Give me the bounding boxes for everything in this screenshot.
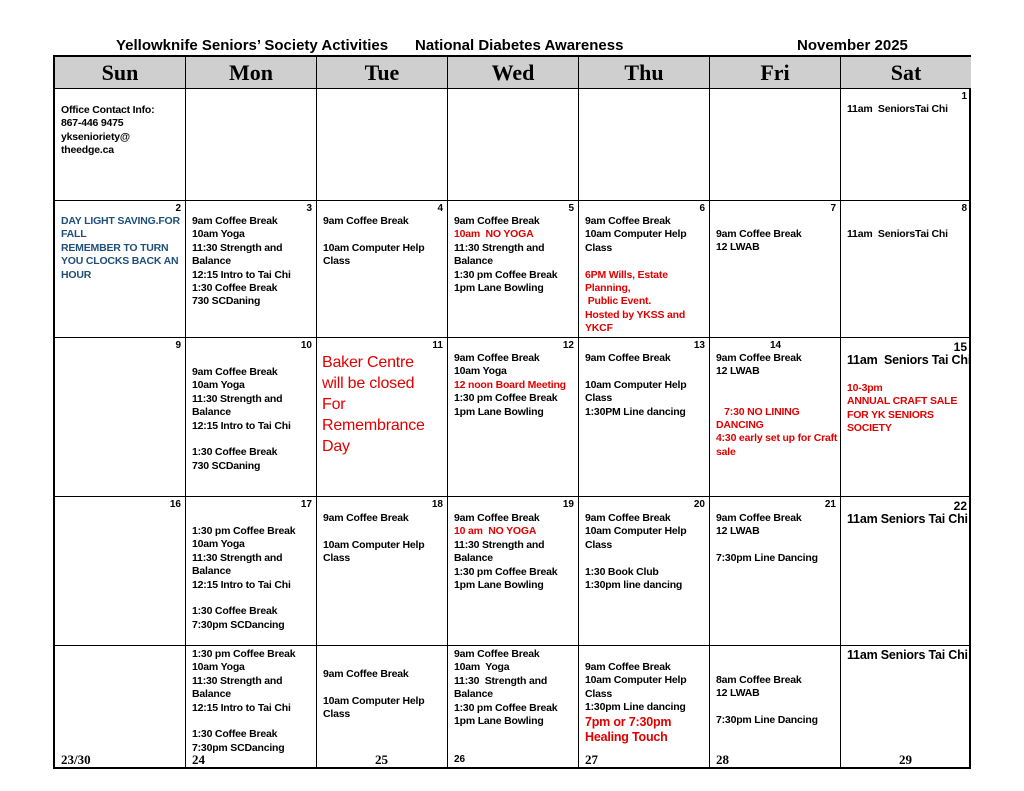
day-number: 4	[437, 203, 443, 214]
day-cell	[579, 646, 710, 769]
event-line-highlight: 7pm or 7:30pm Healing Touch	[585, 714, 672, 745]
day-number: 20	[693, 499, 705, 510]
events	[716, 352, 837, 459]
events	[585, 661, 686, 745]
day-header-wed: Wed	[448, 57, 579, 89]
day-number: 19	[562, 499, 574, 510]
event-line: 11:30 Strength and Balance 1:30 pm Coffee Break 1pm Lane Bowling	[454, 538, 558, 592]
events: 9am Coffee Break 10am Computer Help Class 1:30PM Line dancing	[585, 352, 687, 418]
day-cell	[448, 338, 579, 497]
events: 8am Coffee Break 12 LWAB 7:30pm Line Dancing	[716, 674, 818, 727]
day-cell	[579, 201, 710, 338]
day-header-sat: Sat	[841, 57, 971, 89]
events	[585, 215, 686, 336]
day-number: 15	[953, 340, 967, 354]
event-line-highlight: 10-3pm ANNUAL CRAFT SALE FOR YK SENIORS SOCIETY	[847, 381, 958, 435]
day-cell	[55, 497, 186, 646]
day-cell-empty	[186, 89, 317, 201]
day-number: 21	[824, 499, 836, 510]
events: 9am Coffee Break 10am Computer Help Class	[323, 215, 425, 268]
header-theme: National Diabetes Awareness	[415, 37, 624, 54]
event-line: 1:30 pm Coffee Break 1pm Lane Bowling	[454, 392, 558, 418]
events: 9am Coffee Break 10am Computer Help Class 1:30 Book Club 1:30pm line dancing	[585, 512, 687, 592]
day-cell-empty	[579, 89, 710, 201]
events: 11am SeniorsTai Chi	[847, 103, 948, 115]
day-cell	[186, 497, 317, 646]
events: 9am Coffee Break 10am Yoga 11:30 Strength and Balance 1:30 pm Coffee Break 1pm Lane Bowling	[454, 648, 558, 728]
day-number: 16	[169, 499, 181, 510]
day-cell	[448, 646, 579, 769]
day-number: 14	[770, 340, 782, 351]
day-cell	[448, 201, 579, 338]
event-line-highlight: 12 noon Board Meeting	[454, 378, 566, 391]
header-month: November 2025	[797, 37, 908, 54]
day-header-fri: Fri	[710, 57, 841, 89]
event-line: 11:30 Strength and Balance 1:30 pm Coffee Break 1pm Lane Bowling	[454, 241, 558, 295]
day-cell	[841, 646, 971, 769]
day-cell	[710, 646, 841, 769]
daylight-saving-notice: DAY LIGHT SAVING.FOR FALL REMEMBER TO TURN YOU CLOCKS BACK AN HOUR	[61, 215, 180, 281]
day-cell	[55, 646, 186, 769]
day-cell	[55, 338, 186, 497]
day-cell	[841, 338, 971, 497]
day-number: 22	[953, 499, 967, 513]
events: 9am Coffee Break 12 LWAB	[716, 228, 802, 254]
day-number: 17	[300, 499, 312, 510]
events: 11am Seniors Tai Chi	[847, 648, 968, 662]
day-cell	[55, 89, 186, 201]
day-number: 26	[454, 754, 466, 765]
header-organization: Yellowknife Seniors’ Society Activities	[116, 37, 389, 54]
day-cell	[55, 201, 186, 338]
day-cell	[579, 497, 710, 646]
day-number: 18	[431, 499, 443, 510]
event-line-highlight: 10am NO YOGA	[454, 228, 534, 241]
event-line-highlight: 10 am NO YOGA	[454, 525, 537, 538]
day-number: 3	[306, 203, 312, 214]
day-cell	[710, 338, 841, 497]
day-header-sun: Sun	[55, 57, 186, 89]
day-number: 8	[961, 203, 967, 214]
event-line: 9am Coffee Break 10am Computer Help Class	[585, 215, 687, 254]
day-number: 25	[375, 752, 388, 767]
day-header-thu: Thu	[579, 57, 710, 89]
events	[454, 352, 566, 419]
events: 1:30 pm Coffee Break 10am Yoga 11:30 Strength and Balance 12:15 Intro to Tai Chi 1:30 Coffee Break 7:30pm SCDancing	[192, 648, 296, 754]
events: 11am SeniorsTai Chi	[847, 228, 948, 240]
day-cell	[317, 646, 448, 769]
day-number: 5	[568, 203, 574, 214]
day-number: 12	[562, 340, 574, 351]
day-cell	[317, 497, 448, 646]
event-line: 9am Coffee Break 10am Computer Help Class 1:30pm Line dancing	[585, 661, 687, 714]
day-cell	[841, 201, 971, 338]
event-line-highlight: 6PM Wills, Estate Planning, Public Event. Hosted by YKSS and YKCF	[585, 268, 686, 335]
day-cell	[317, 338, 448, 497]
events: 11am Seniors Tai Chi	[847, 512, 968, 526]
day-number: 28	[716, 752, 729, 767]
day-cell	[317, 201, 448, 338]
events: 9am Coffee Break 10am Yoga 11:30 Strength and Balance 12:15 Intro to Tai Chi 1:30 Coffee Break 730 SCDaning	[192, 215, 291, 308]
events: 9am Coffee Break 10am Yoga 11:30 Strength and Balance 12:15 Intro to Tai Chi 1:30 Coffee Break 730 SCDaning	[192, 366, 291, 472]
day-number: 23/30	[61, 752, 91, 767]
day-number: 27	[585, 752, 598, 767]
day-cell-empty	[448, 89, 579, 201]
events: 9am Coffee Break 12 LWAB 7:30pm Line Dancing	[716, 512, 818, 565]
day-cell	[710, 497, 841, 646]
event-line: 9am Coffee Break 12 LWAB	[716, 352, 802, 378]
calendar-grid	[53, 55, 971, 769]
day-number: 13	[693, 340, 705, 351]
day-header-mon: Mon	[186, 57, 317, 89]
day-number: 24	[192, 752, 205, 767]
day-number: 7	[830, 203, 836, 214]
event-line: 11am Seniors Tai Chi	[847, 353, 971, 367]
day-number: 9	[175, 340, 181, 351]
event-line-highlight: 7:30 NO LINING DANCING 4:30 early set up for Craft sale	[716, 405, 838, 458]
day-number: 6	[699, 203, 705, 214]
day-cell	[710, 201, 841, 338]
day-number: 1	[961, 91, 967, 102]
day-number: 10	[300, 340, 312, 351]
event-line: 9am Coffee Break	[454, 215, 540, 227]
day-header-tue: Tue	[317, 57, 448, 89]
day-cell	[841, 89, 971, 201]
events	[847, 353, 971, 435]
event-line: 9am Coffee Break	[454, 512, 540, 524]
events	[454, 512, 557, 592]
day-number: 11	[432, 340, 443, 351]
events: 9am Coffee Break 10am Computer Help Class	[323, 512, 425, 565]
events	[454, 215, 557, 295]
office-contact-info: Office Contact Info: 867-446 9475 yksenioriety@ theedge.ca	[61, 104, 155, 157]
day-cell-empty	[317, 89, 448, 201]
day-cell	[448, 497, 579, 646]
day-cell-empty	[710, 89, 841, 201]
day-cell	[579, 338, 710, 497]
day-cell	[841, 497, 971, 646]
closure-notice: Baker Centre will be closed For Remembrance Day	[322, 354, 425, 455]
day-number: 29	[899, 752, 912, 767]
day-cell	[186, 646, 317, 769]
event-line: 9am Coffee Break 10am Yoga	[454, 352, 540, 378]
day-cell	[186, 338, 317, 497]
day-number: 2	[175, 203, 181, 214]
day-cell	[186, 201, 317, 338]
events: 1:30 pm Coffee Break 10am Yoga 11:30 Strength and Balance 12:15 Intro to Tai Chi 1:30 Coffee Break 7:30pm SCDancing	[192, 525, 296, 631]
events: 9am Coffee Break 10am Computer Help Class	[323, 668, 425, 721]
